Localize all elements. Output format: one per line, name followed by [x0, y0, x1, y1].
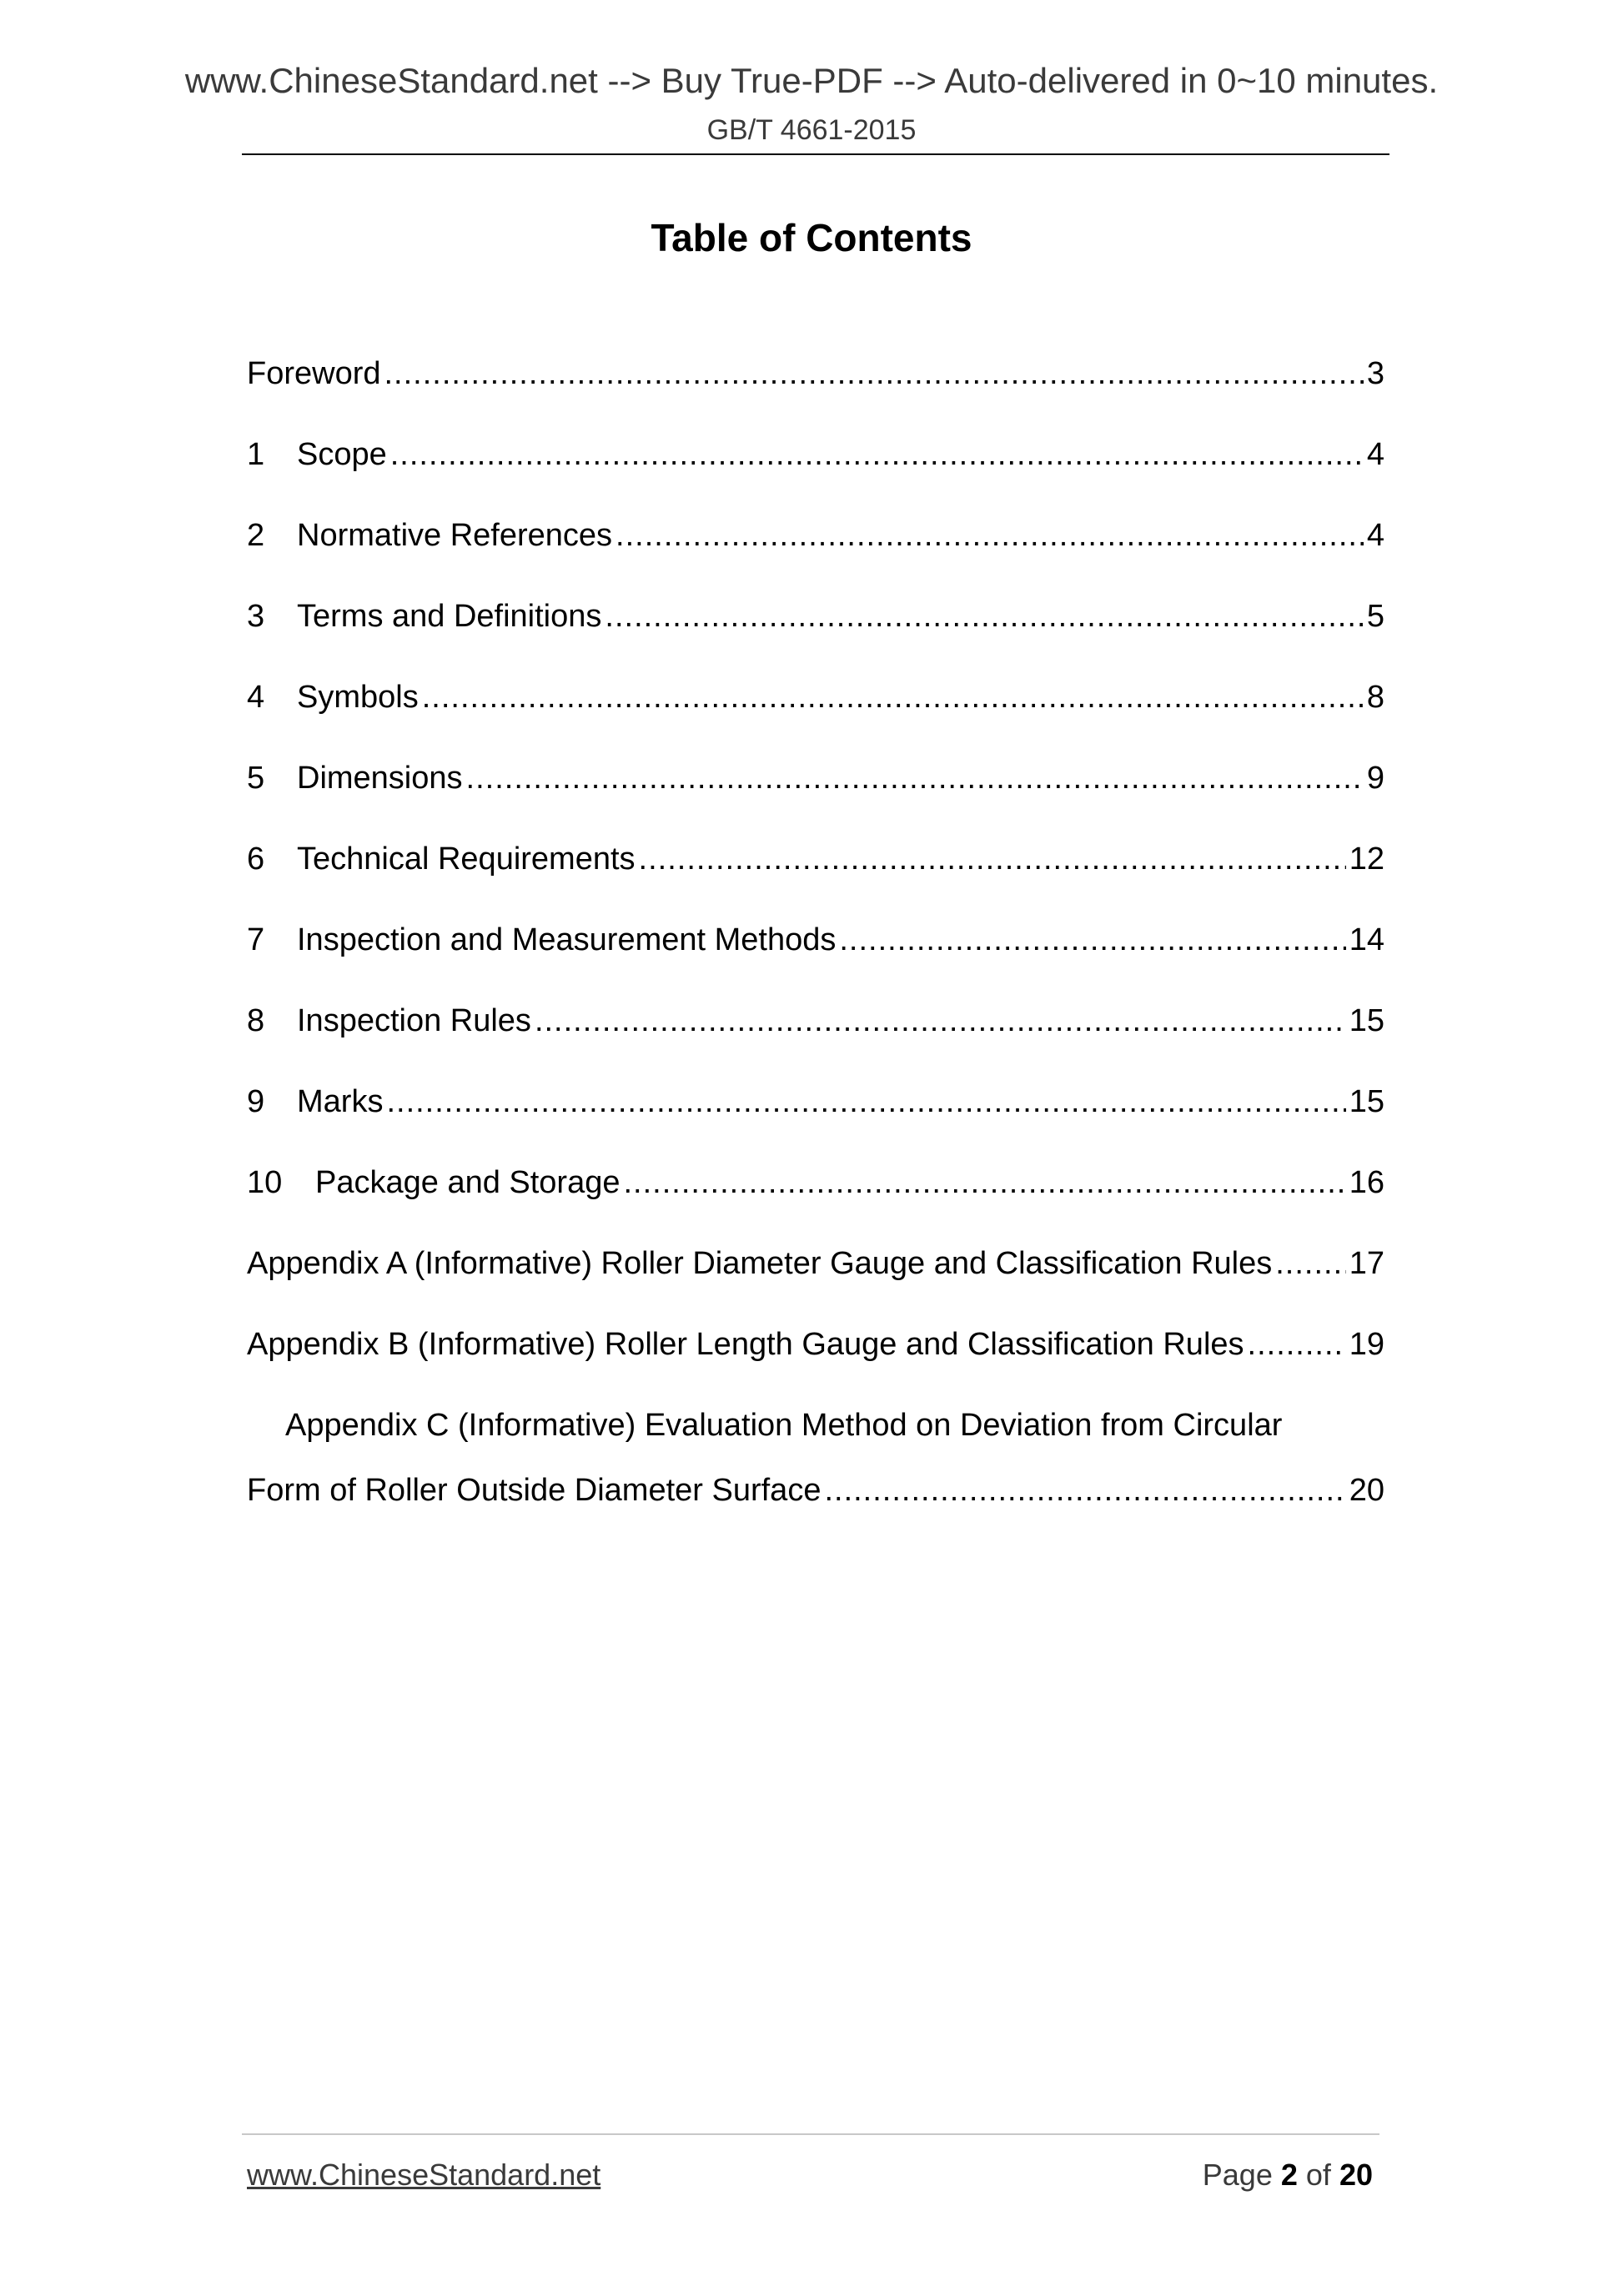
toc-entry-number: 7: [247, 922, 265, 957]
toc-entry-number: 9: [247, 1084, 265, 1119]
toc-page-number: 14: [1349, 922, 1384, 957]
toc-leader-dots: [616, 510, 1364, 560]
toc-entry-number: 6: [247, 842, 265, 877]
toc-list: [247, 349, 1384, 1546]
toc-entry-scope[interactable]: [247, 430, 1384, 510]
toc-leader-dots: [639, 834, 1346, 884]
toc-entry-text: Terms and Definitions: [297, 599, 602, 634]
toc-entry-symbols[interactable]: [247, 672, 1384, 753]
toc-entry-text: Appendix B (Informative) Roller Length Gauge and Classification Rules: [247, 1327, 1244, 1362]
toc-entry-inspection-rules[interactable]: [247, 996, 1384, 1077]
toc-entry-normative-references[interactable]: [247, 510, 1384, 591]
page-of: of: [1305, 2158, 1331, 2192]
toc-entry-number: 10: [247, 1165, 283, 1200]
toc-entry-appendix-a[interactable]: [247, 1238, 1384, 1319]
toc-entry-package-and-storage[interactable]: [247, 1158, 1384, 1238]
toc-page-number: 5: [1366, 599, 1384, 634]
toc-entry-number: 1: [247, 437, 265, 472]
toc-leader-dots: [386, 1077, 1345, 1127]
toc-entry-text: Symbols: [297, 680, 419, 715]
footer-page-indicator: [1203, 2158, 1373, 2193]
toc-leader-dots: [535, 996, 1346, 1046]
toc-entry-technical-requirements[interactable]: [247, 834, 1384, 915]
toc-entry-number: 8: [247, 1003, 265, 1038]
toc-leader-dots: [624, 1158, 1346, 1208]
toc-entry-continuation: [247, 1465, 1384, 1546]
toc-leader-dots: [824, 1465, 1345, 1515]
page-total: 20: [1339, 2158, 1373, 2192]
toc-entry-dimensions[interactable]: [247, 753, 1384, 834]
toc-leader-dots: [839, 915, 1345, 965]
toc-leader-dots: [384, 349, 1364, 399]
toc-entry-text: Inspection and Measurement Methods: [297, 922, 837, 957]
toc-leader-dots: [466, 753, 1364, 803]
toc-entry-text: Dimensions: [297, 761, 463, 796]
toc-entry-appendix-b[interactable]: [247, 1319, 1384, 1400]
toc-entry-text: Package and Storage: [315, 1165, 621, 1200]
toc-entry-text: Normative References: [297, 518, 613, 553]
toc-page-number: 15: [1349, 1084, 1384, 1119]
toc-page-number: 8: [1366, 680, 1384, 715]
toc-entry-appendix-c[interactable]: [247, 1400, 1384, 1546]
toc-page-number: 9: [1366, 761, 1384, 796]
standard-code: GB/T 4661-2015: [706, 114, 917, 146]
toc-leader-dots: [1248, 1319, 1346, 1369]
toc-entry-text-line1: Appendix C (Informative) Evaluation Method on Deviation from Circular: [285, 1408, 1283, 1443]
toc-leader-dots: [605, 591, 1363, 641]
toc-entry-inspection-measurement-methods[interactable]: [247, 915, 1384, 996]
toc-entry-marks[interactable]: [247, 1077, 1384, 1158]
toc-page-number: 3: [1366, 356, 1384, 391]
header-divider: [242, 153, 1389, 155]
toc-entry-text: Technical Requirements: [297, 842, 636, 877]
toc-entry-text: Inspection Rules: [297, 1003, 531, 1038]
toc-page-number: 12: [1349, 842, 1384, 877]
page-prefix: Page: [1202, 2158, 1273, 2192]
toc-page-number: 16: [1349, 1165, 1384, 1200]
toc-leader-dots: [390, 430, 1364, 480]
footer-divider: [242, 2133, 1379, 2135]
page-current: 2: [1280, 2158, 1298, 2192]
toc-entry-text: Marks: [297, 1084, 384, 1119]
toc-page-number: 4: [1366, 437, 1384, 472]
toc-page-number: 4: [1366, 518, 1384, 553]
toc-entry-terms-and-definitions[interactable]: [247, 591, 1384, 672]
toc-entry-number: 5: [247, 761, 265, 796]
toc-page-number: 20: [1349, 1473, 1384, 1508]
toc-entry-text: Foreword: [247, 356, 381, 391]
toc-entry-text-line2: Form of Roller Outside Diameter Surface: [247, 1473, 822, 1508]
toc-entry-text: Scope: [297, 437, 387, 472]
toc-entry-foreword[interactable]: [247, 349, 1384, 430]
toc-entry-number: 4: [247, 680, 265, 715]
toc-page-number: 19: [1349, 1327, 1384, 1362]
toc-entry-text: Appendix A (Informative) Roller Diameter Gauge and Classification Rules: [247, 1246, 1273, 1281]
footer-site-link[interactable]: www.ChineseStandard.net: [247, 2158, 601, 2192]
toc-leader-dots: [1275, 1238, 1345, 1289]
toc-page-number: 15: [1349, 1003, 1384, 1038]
toc-entry-number: 3: [247, 599, 265, 634]
page-title: Table of Contents: [651, 216, 972, 259]
toc-entry-number: 2: [247, 518, 265, 553]
toc-page-number: 17: [1349, 1246, 1384, 1281]
top-banner[interactable]: www.ChineseStandard.net --> Buy True-PDF --> Auto-delivered in 0~10 minutes.: [184, 61, 1439, 100]
toc-leader-dots: [422, 672, 1364, 722]
